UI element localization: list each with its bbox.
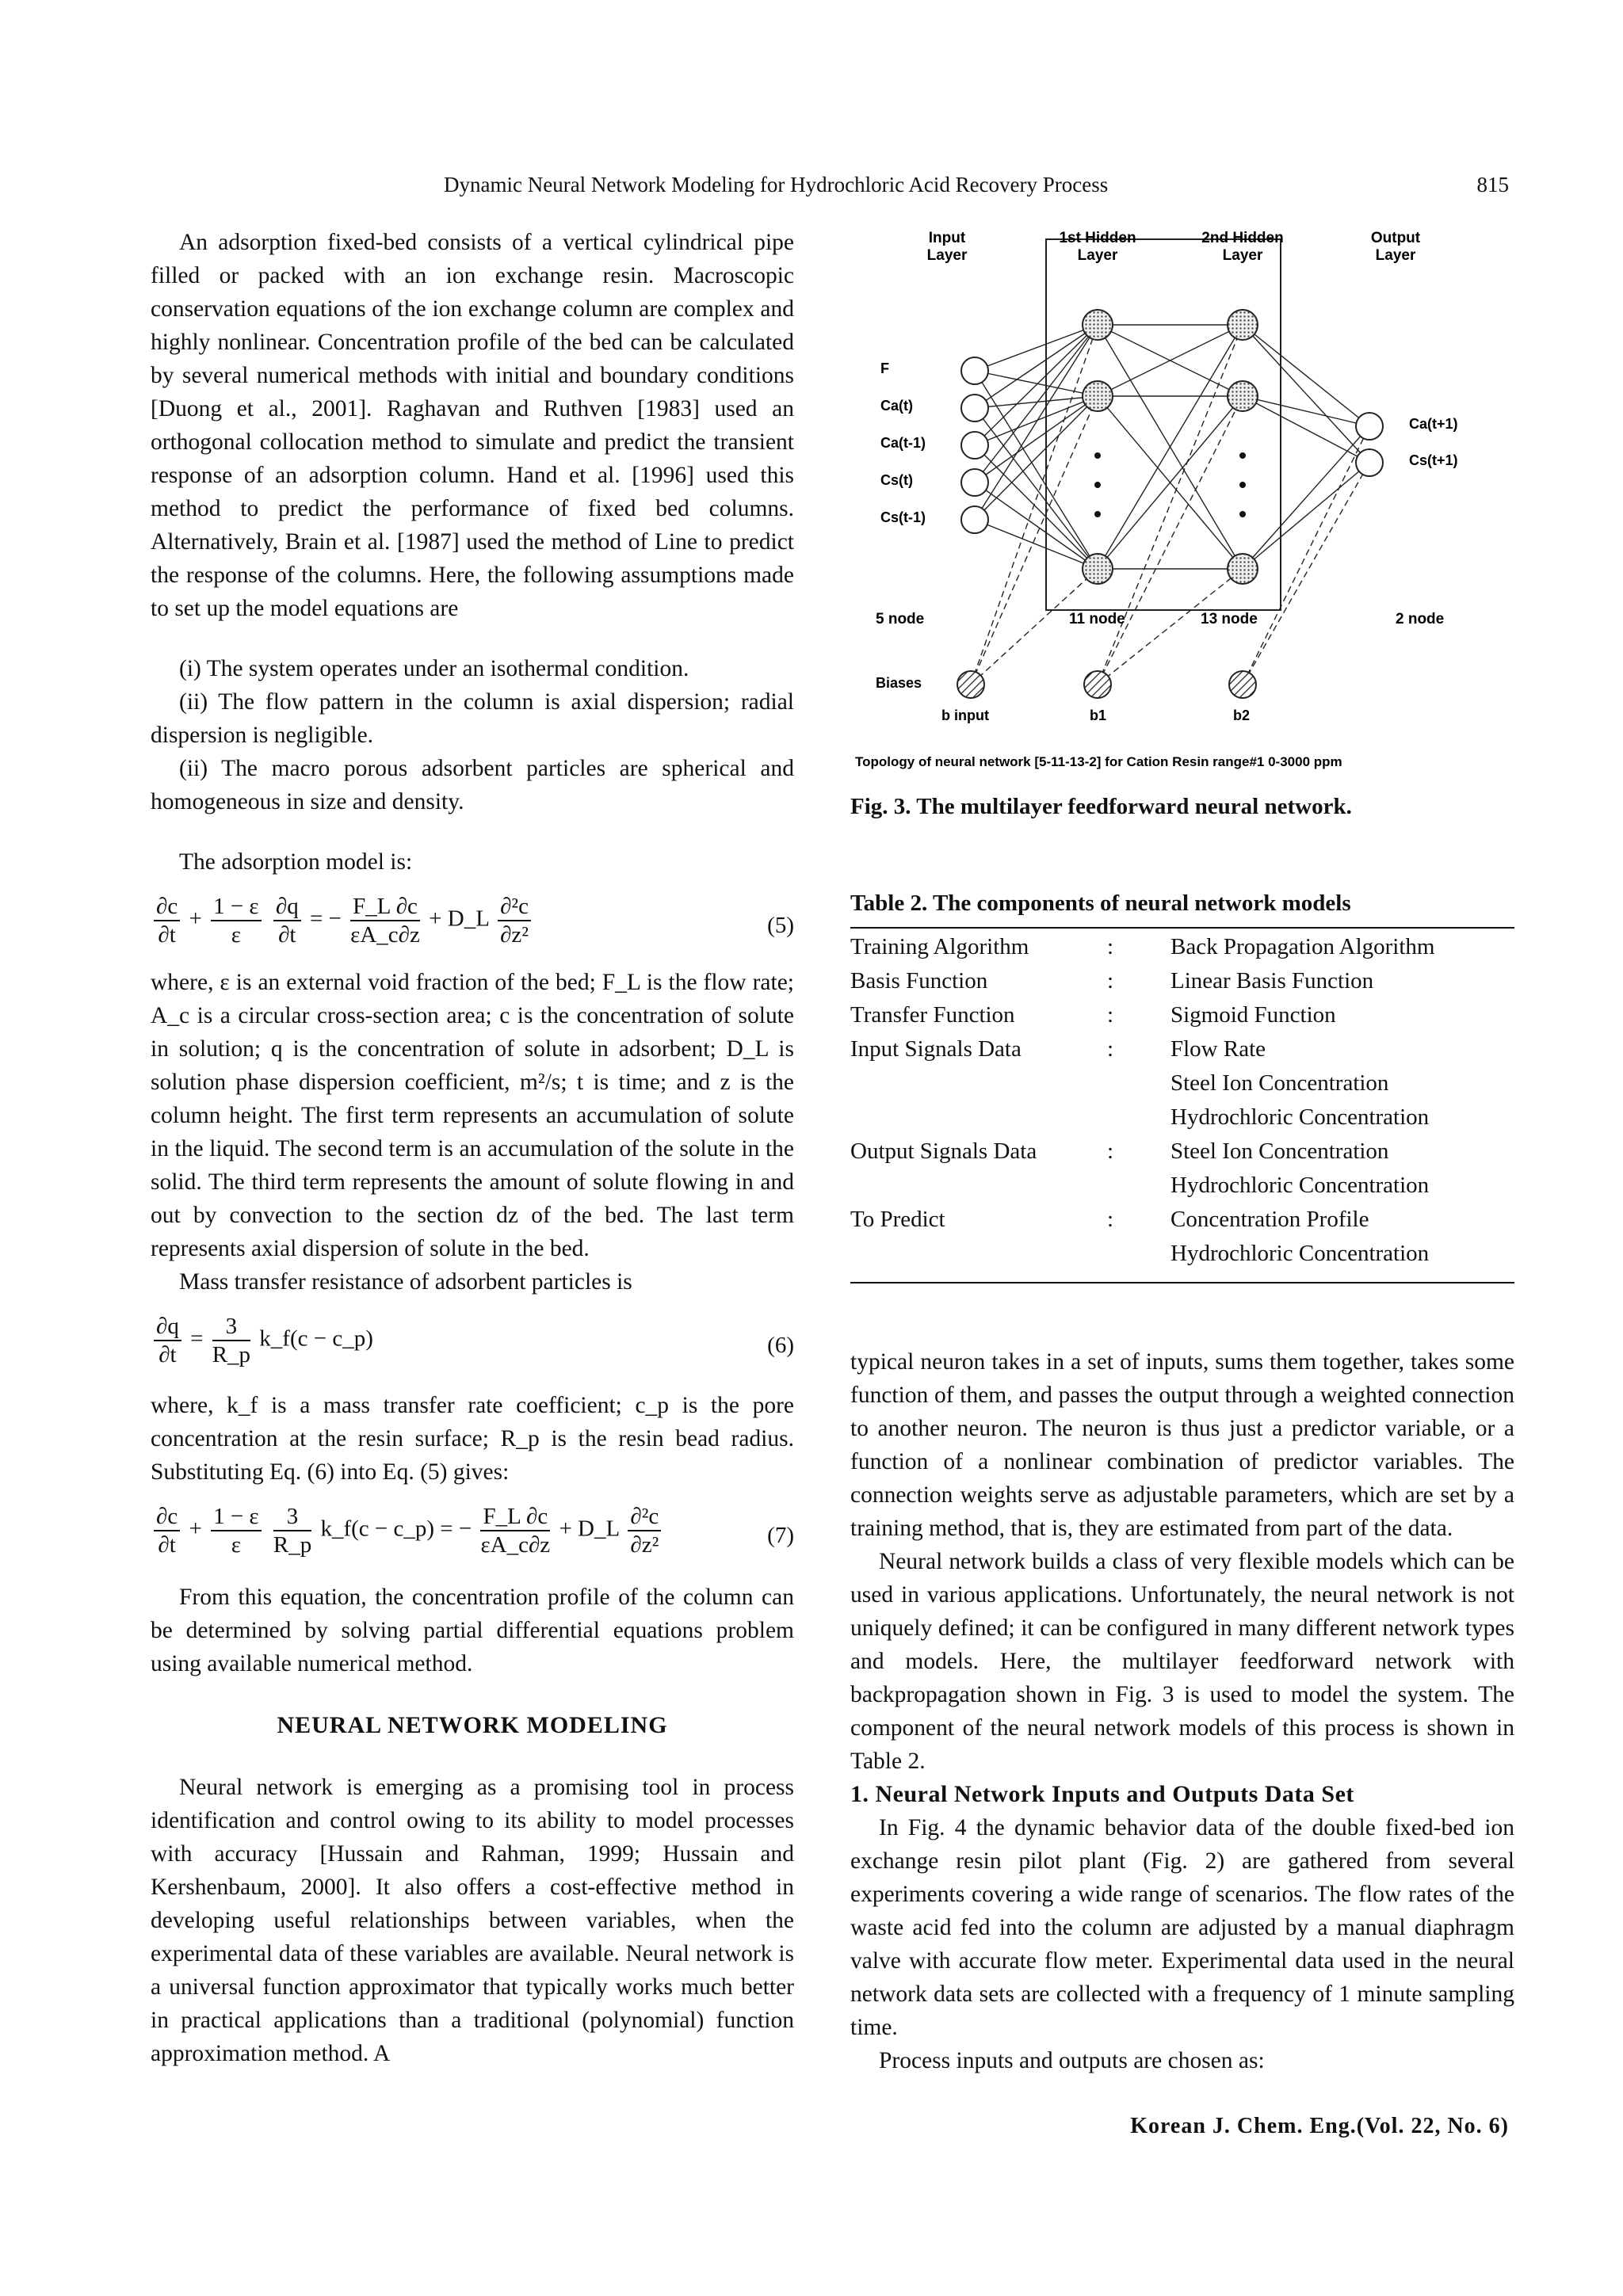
paragraph-fixed-bed: An adsorption fixed-bed consists of a vertical cylindrical pipe filled or packed with an ion exchange resin. Macroscopic conservation equations of the ion exchange column are complex and highly nonlinear. Concentration profile of the bed can be calculated by several numerical methods with initial and boundary conditions [Duong et al., 2001]. Raghavan and Ruthven [1983] used an orthogonal collocation method to simulate and predict the transient response of an adsorption column. Hand et al. [1996] used this method to predict the performance of fixed bed columns. Alternatively, Brain et al. [1987] used the method of Line to predict the response of the columns. Here, the following assumptions made to set up the model equations are [151, 230, 794, 621]
table-cell-value: Hydrochloric Concentration [1170, 1104, 1430, 1130]
hidden1-layer-title: 1st Hidden [1059, 230, 1136, 246]
hidden2-node [1228, 554, 1258, 584]
paragraph-fig4: In Fig. 4 the dynamic behavior data of the double fixed-bed ion exchange resin pilot plant (Fig. 2) are gathered from several experiments covering a wide range of scenarios. The flow rates of the waste acid fed into the column are adjusted by a manual diaphragm valve with accurate flow meter. Experimental data used in the neural network data sets are collected with a frequency of 1 minute sampling time. [850, 1815, 1514, 2040]
input-layer-title-2: Layer [926, 247, 968, 264]
node-count-hidden1: 11 node [1069, 611, 1125, 627]
output-label-cs: Cs(t+1) [1409, 452, 1458, 468]
weight-connection [975, 371, 1098, 396]
output-label-ca: Ca(t+1) [1409, 416, 1458, 432]
output-node [1356, 413, 1383, 440]
table-cell-value: Hydrochloric Concentration [1170, 1173, 1430, 1198]
paragraph-flexible-models: Neural network builds a class of very flexible models which can be used in various applications. Unfortunately, the neural network is not uniquely defined; it can be configured in many different network types and models. Here, the multilayer feedforward network with backpropagation shown in Fig. 3 is used to model the system. The component of the neural network models of this process is shown in Table 2. [850, 1549, 1514, 1774]
ellipsis-dot [1094, 452, 1101, 459]
equation-5-label: (5) [767, 913, 794, 938]
table-cell-component: To Predict [850, 1207, 945, 1232]
hidden2-node [1228, 310, 1258, 340]
hidden2-node [1228, 381, 1258, 411]
right-column [850, 1345, 1514, 2077]
paragraph-mass-transfer: Mass transfer resistance of adsorbent particles is [179, 1269, 632, 1295]
ellipsis-dot [1094, 482, 1101, 488]
bias-connection [1243, 463, 1369, 685]
weight-connection [1243, 325, 1369, 463]
weight-connection [975, 325, 1098, 520]
input-node [961, 469, 988, 496]
paragraph-process-io: Process inputs and outputs are chosen as: [879, 2048, 1265, 2073]
biases-label: Biases [876, 675, 922, 691]
table-2-caption: Table 2. The components of neural network models [850, 891, 1351, 916]
page-number: 815 [1476, 173, 1509, 196]
table-cell-value: Steel Ion Concentration [1170, 1070, 1389, 1096]
table-cell-component [850, 1066, 1107, 1100]
input-layer-title: Input [928, 230, 966, 246]
hidden1-node [1083, 310, 1113, 340]
weight-connection [975, 325, 1098, 408]
hidden2-layer-title: 2nd Hidden [1201, 230, 1284, 246]
node-count-input: 5 node [876, 611, 925, 627]
bias-node-b1 [1084, 671, 1111, 698]
topology-caption: Topology of neural network [5-11-13-2] for Cation Resin range#1 0-3000 ppm [855, 754, 1342, 769]
bias-label-b1: b1 [1090, 707, 1107, 723]
input-label-cs-t: Cs(t) [880, 472, 913, 488]
bias-label-b2: b2 [1233, 707, 1251, 723]
bias-connection [1243, 426, 1369, 685]
table-cell-separator: : [1107, 1207, 1114, 1232]
table-2 [850, 930, 1514, 1271]
table-cell-value: Sigmoid Function [1170, 1002, 1336, 1028]
hidden1-node [1083, 381, 1113, 411]
bias-connection [1098, 325, 1243, 685]
table-cell-component [850, 1237, 1107, 1271]
weight-connection [975, 396, 1098, 408]
weight-connection [1243, 396, 1369, 463]
figure-3-caption: Fig. 3. The multilayer feedforward neural network. [850, 794, 1352, 819]
paragraph-solve: From this equation, the concentration profile of the column can be determined by solving partial differential equations problem using available numerical method. [151, 1585, 794, 1676]
input-node [961, 395, 988, 421]
paragraph-neural-network: Neural network is emerging as a promising tool in process identification and control owing to its ability to model processes with accuracy [Hussain and Rahman, 1999; Hussain and Kershenbaum, 2000]. It also offers a cost-effective method in developing useful relationships between variables, when the experimental data of these variables are available. Neural network is a universal function approximator that typically works much better in practical applications than a traditional (polynomial) function approximation method. A [151, 1775, 794, 2066]
hidden1-node [1083, 554, 1113, 584]
journal-footer: Korean J. Chem. Eng.(Vol. 22, No. 6) [1130, 2114, 1509, 2138]
equation-5: $\frac{\partial c}{\partial t}$ + $\frac{1 - \varepsilon}{\varepsilon}$ $\frac{\partial q}{\partial t}$ = − $\frac{F\_L \partial c}{\varepsilon A\_c\partial z}$ + D_L $\frac{\text{∂²c}}{\text{∂z²}}$ (5) [151, 893, 794, 958]
table-cell-separator: : [1107, 1036, 1114, 1062]
bias-node-b2 [1229, 671, 1256, 698]
table-cell-separator: : [1107, 1002, 1114, 1028]
weight-connection [975, 445, 1098, 569]
node-count-output: 2 node [1396, 611, 1445, 627]
table-cell-component [850, 1169, 1107, 1203]
paragraph-where-5: where, ε is an external void fraction of the bed; F_L is the flow rate; A_c is a circular cross-section area; c is the concentration of solute in solution; q is the concentration of solute in adsorbent; D_L is solution phase dispersion coefficient, m²/s; t is time; and z is the column height. The first term represents an accumulation of solute in the liquid. The second term is an accumulation of the solute in the solid. The third term represents the amount of solute flowing in and out by convection to the section dz of the bed. The last term represents axial dispersion of solute in the bed. [151, 970, 794, 1261]
table-row [850, 1100, 1514, 1135]
table-cell-value: Concentration Profile [1170, 1207, 1369, 1232]
equation-6-label: (6) [767, 1333, 794, 1358]
equation-7-label: (7) [767, 1523, 794, 1548]
paragraph-neuron: typical neuron takes in a set of inputs, sums them together, takes some function of them, and passes the output through a weighted connection to another neuron. The neuron is thus just a predictor variable, or a function of a nonlinear combination of predictor variables. The connection weights serve as adjustable parameters, which are set by a training method, that is, they are estimated from part of the data. [850, 1349, 1514, 1541]
table-row [850, 930, 1514, 964]
table-cell-value: Back Propagation Algorithm [1170, 934, 1435, 959]
table-cell-value: Steel Ion Concentration [1170, 1138, 1389, 1164]
running-title: Dynamic Neural Network Modeling for Hydrochloric Acid Recovery Process [444, 173, 1109, 196]
subsection-heading: 1. Neural Network Inputs and Outputs Data Set [850, 1781, 1354, 1807]
assumption-2: (ii) The flow pattern in the column is axial dispersion; radial dispersion is negligible. [151, 689, 794, 748]
table-cell-value: Linear Basis Function [1170, 968, 1374, 994]
table-row [850, 1237, 1514, 1271]
output-node [1356, 449, 1383, 476]
assumption-3: (ii) The macro porous adsorbent particles are spherical and homogeneous in size and density. [151, 756, 794, 814]
weight-connection [975, 482, 1098, 569]
assumption-1: (i) The system operates under an isothermal condition. [179, 656, 689, 681]
input-node [961, 506, 988, 533]
weight-connection [1243, 426, 1369, 569]
table-row [850, 1135, 1514, 1169]
output-layer-title: Output [1370, 230, 1421, 246]
ellipsis-dot [1094, 511, 1101, 517]
bias-node-input [957, 671, 984, 698]
ellipsis-dot [1239, 452, 1246, 459]
section-heading: NEURAL NETWORK MODELING [277, 1712, 668, 1738]
table-row [850, 964, 1514, 998]
equation-6: $\frac{\partial q}{\partial t}$ = $\frac{3}{R\_p}$ k_f(c − c_p) (6) [151, 1313, 794, 1378]
table-cell-component: Basis Function [850, 968, 988, 994]
node-count-hidden2: 13 node [1201, 611, 1258, 627]
ellipsis-dot [1239, 511, 1246, 517]
equation-7: $\frac{\partial c}{\partial t}$ + $\frac{1 - \varepsilon}{\varepsilon}$ $\frac{3}{R\_p}$ k_f(c − c_p) = − $\frac{F\_L \partial c}{\varepsilon A\_c\partial z}$ + D_L $\frac{\text{∂²c}}{\text{∂z²}}$ (7) [151, 1503, 794, 1568]
input-node [961, 432, 988, 459]
table-cell-separator [1107, 1169, 1170, 1203]
table-cell-separator [1107, 1066, 1170, 1100]
table-row [850, 1032, 1514, 1066]
table-cell-component: Input Signals Data [850, 1036, 1022, 1062]
bias-label-input: b input [941, 707, 989, 723]
table-bottom-rule [850, 1282, 1514, 1283]
figure-3-diagram [850, 223, 1514, 778]
table-row [850, 998, 1514, 1032]
table-cell-component: Transfer Function [850, 1002, 1015, 1028]
table-cell-separator: : [1107, 1138, 1114, 1164]
table-cell-separator: : [1107, 934, 1114, 959]
table-cell-separator: : [1107, 968, 1114, 994]
table-cell-separator [1107, 1237, 1170, 1271]
output-layer-title-2: Layer [1375, 247, 1416, 264]
hidden2-layer-title-2: Layer [1222, 247, 1263, 264]
weight-connection [975, 396, 1098, 520]
table-cell-value: Hydrochloric Concentration [1170, 1241, 1430, 1266]
table-cell-value: Flow Rate [1170, 1036, 1266, 1062]
table-cell-component: Training Algorithm [850, 934, 1029, 959]
table-cell-component [850, 1100, 1107, 1135]
table-cell-separator [1107, 1100, 1170, 1135]
left-column [151, 226, 794, 2070]
input-label-cs-t-1: Cs(t-1) [880, 509, 926, 525]
input-label-F: F [880, 360, 889, 376]
bias-connection [1098, 396, 1243, 685]
table-row [850, 1203, 1514, 1237]
paragraph-where-6: where, k_f is a mass transfer rate coefficient; c_p is the pore concentration at the resin surface; R_p is the resin bead radius. Substituting Eq. (6) into Eq. (5) gives: [151, 1393, 794, 1485]
hidden1-layer-title-2: Layer [1077, 247, 1118, 264]
ellipsis-dot [1239, 482, 1246, 488]
table-row [850, 1169, 1514, 1203]
weight-connection [1243, 463, 1369, 569]
model-intro: The adsorption model is: [179, 849, 413, 875]
weight-connection [975, 325, 1098, 445]
table-row [850, 1066, 1514, 1100]
table-cell-component: Output Signals Data [850, 1138, 1037, 1164]
input-label-ca-t-1: Ca(t-1) [880, 435, 926, 451]
input-label-ca-t: Ca(t) [880, 398, 913, 414]
table-top-rule [850, 927, 1514, 929]
input-node [961, 357, 988, 384]
